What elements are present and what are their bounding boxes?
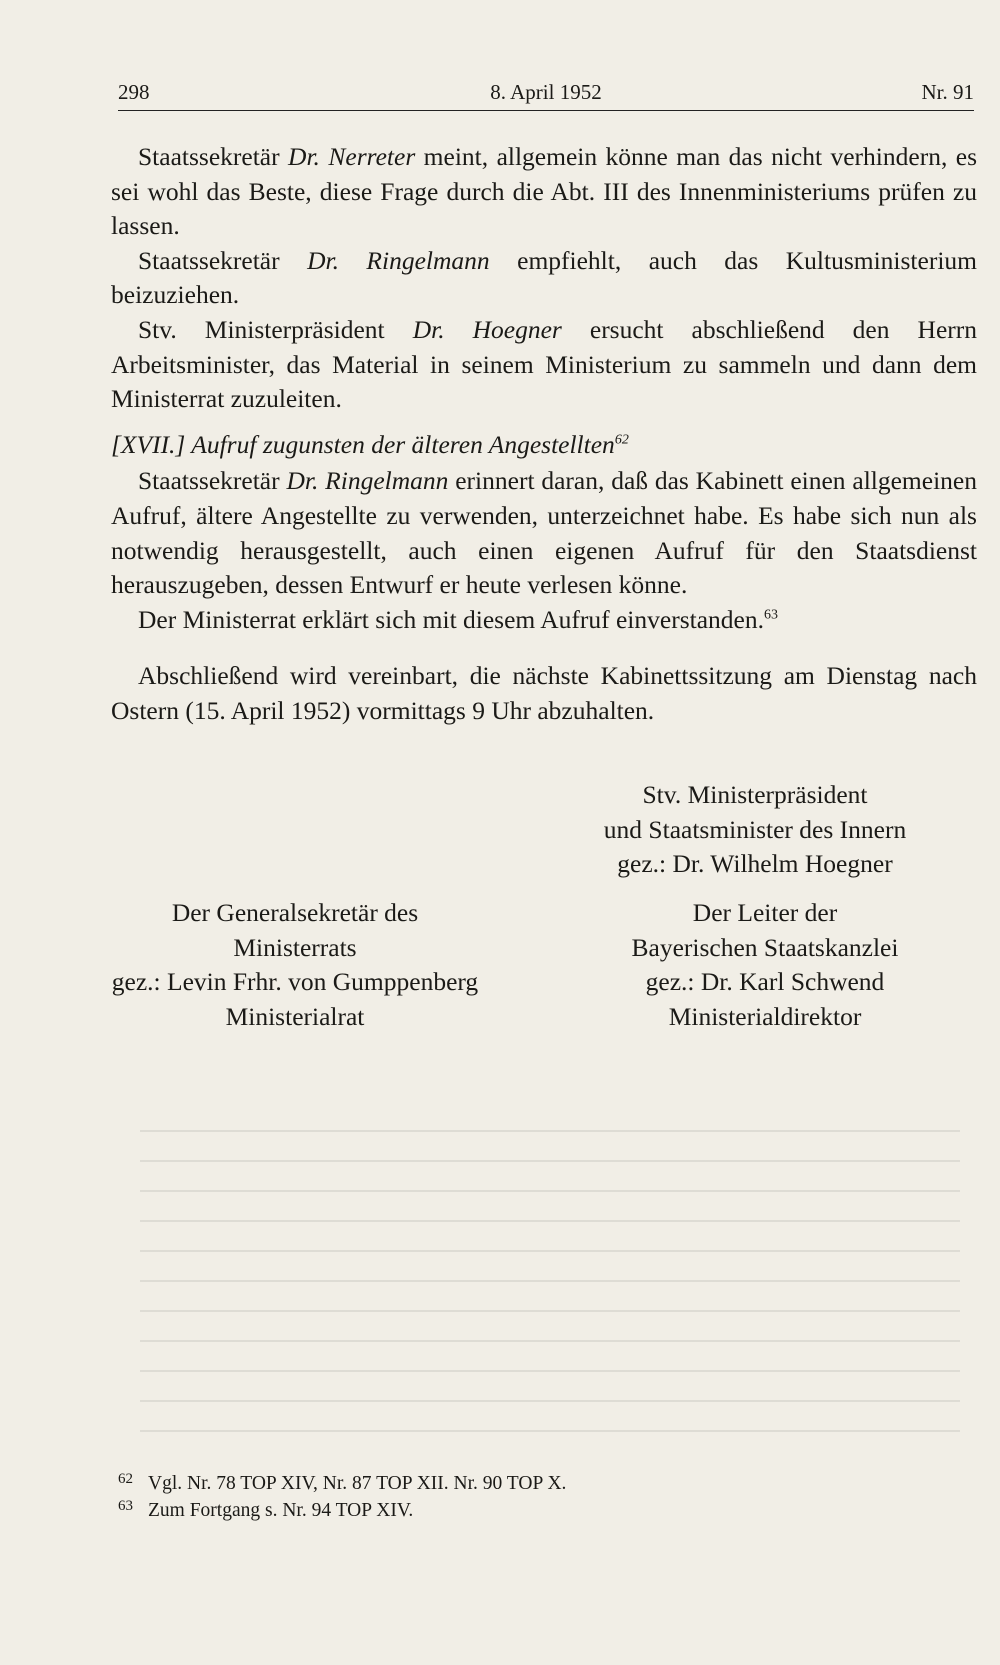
- page-number: 298: [118, 80, 150, 104]
- paragraph-decision: Der Ministerrat erklärt sich mit diesem Aufruf einverstanden.$^{63}$: [138, 604, 778, 634]
- header-date: 8. April 1952: [490, 80, 602, 104]
- speaker-name: Dr. Ringelmann: [286, 466, 449, 496]
- footnote: [118, 1497, 978, 1524]
- speaker-name: Dr. Hoegner: [412, 314, 562, 344]
- footnote-text: Zum Fortgang s. Nr. 94 TOP XIV.: [148, 1500, 414, 1521]
- footnote-ref: 63: [763, 607, 778, 623]
- signature-chancellery-head: Der Leiter der Bayerischen Staatskanzlei gez.: Dr. Karl Schwend Ministerialdirektor: [631, 898, 899, 1031]
- paragraph-ringelmann-2: Staatssekretär Dr. Ringelmann erinnert daran, daß das Kabinett einen allgemeinen Aufruf, ältere Angestellte zu verwenden, unterzeichnet habe. Es habe sich nun als notwendig herausgestellt, auch einen eigenen Aufruf für den Staatsdienst herauszugeben, dessen Entwurf er heute verlesen könne.: [111, 466, 977, 600]
- header-issue: Nr. 91: [921, 80, 974, 104]
- signature-general-secretary: Der Generalsekretär des Ministerrats gez.: Levin Frhr. von Gumppenberg Ministerialrat: [111, 898, 479, 1031]
- footnote-number: 62: [118, 1471, 133, 1487]
- footnote-text: Vgl. Nr. 78 TOP XIV, Nr. 87 TOP XII. Nr. 90 TOP X.: [148, 1473, 567, 1494]
- bleed-through-texture: [140, 1110, 960, 1450]
- speaker-name: Dr. Nerreter: [288, 142, 416, 171]
- footnote: [118, 1470, 978, 1497]
- page-header: [118, 76, 974, 111]
- footnote-ref: 62: [614, 432, 629, 448]
- paragraph-ringelmann-1: Staatssekretär Dr. Ringelmann empfiehlt, auch das Kultusministerium beizuziehen.: [111, 245, 977, 310]
- speaker-name: Dr. Ringelmann: [307, 245, 490, 275]
- paragraph-hoegner: Stv. Ministerpräsident Dr. Hoegner ersucht abschließend den Herrn Arbeitsminister, das Material in seinem Ministerium zu sammeln und dann dem Ministerrat zuzuleiten.: [111, 314, 977, 414]
- body-text: [111, 140, 977, 729]
- signature-president: Stv. Ministerpräsident und Staatsminister des Innern gez.: Dr. Wilhelm Hoegner: [603, 780, 907, 879]
- paragraph-nerreter: Staatssekretär Dr. Nerreter meint, allgemein könne man das nicht verhindern, es sei wohl das Beste, diese Frage durch die Abt. III des Innenministeriums prüfen zu lassen.: [111, 142, 977, 241]
- footnotes: [118, 1470, 978, 1524]
- section-heading: [XVII.] Aufruf zugunsten der älteren Angestellten$^{62}$: [111, 429, 629, 459]
- paragraph-next-meeting: Abschließend wird vereinbart, die nächste Kabinettssitzung am Dienstag nach Ostern (15. April 1952) vormittags 9 Uhr abzuhalten.: [111, 661, 977, 725]
- footnote-number: 63: [118, 1498, 133, 1514]
